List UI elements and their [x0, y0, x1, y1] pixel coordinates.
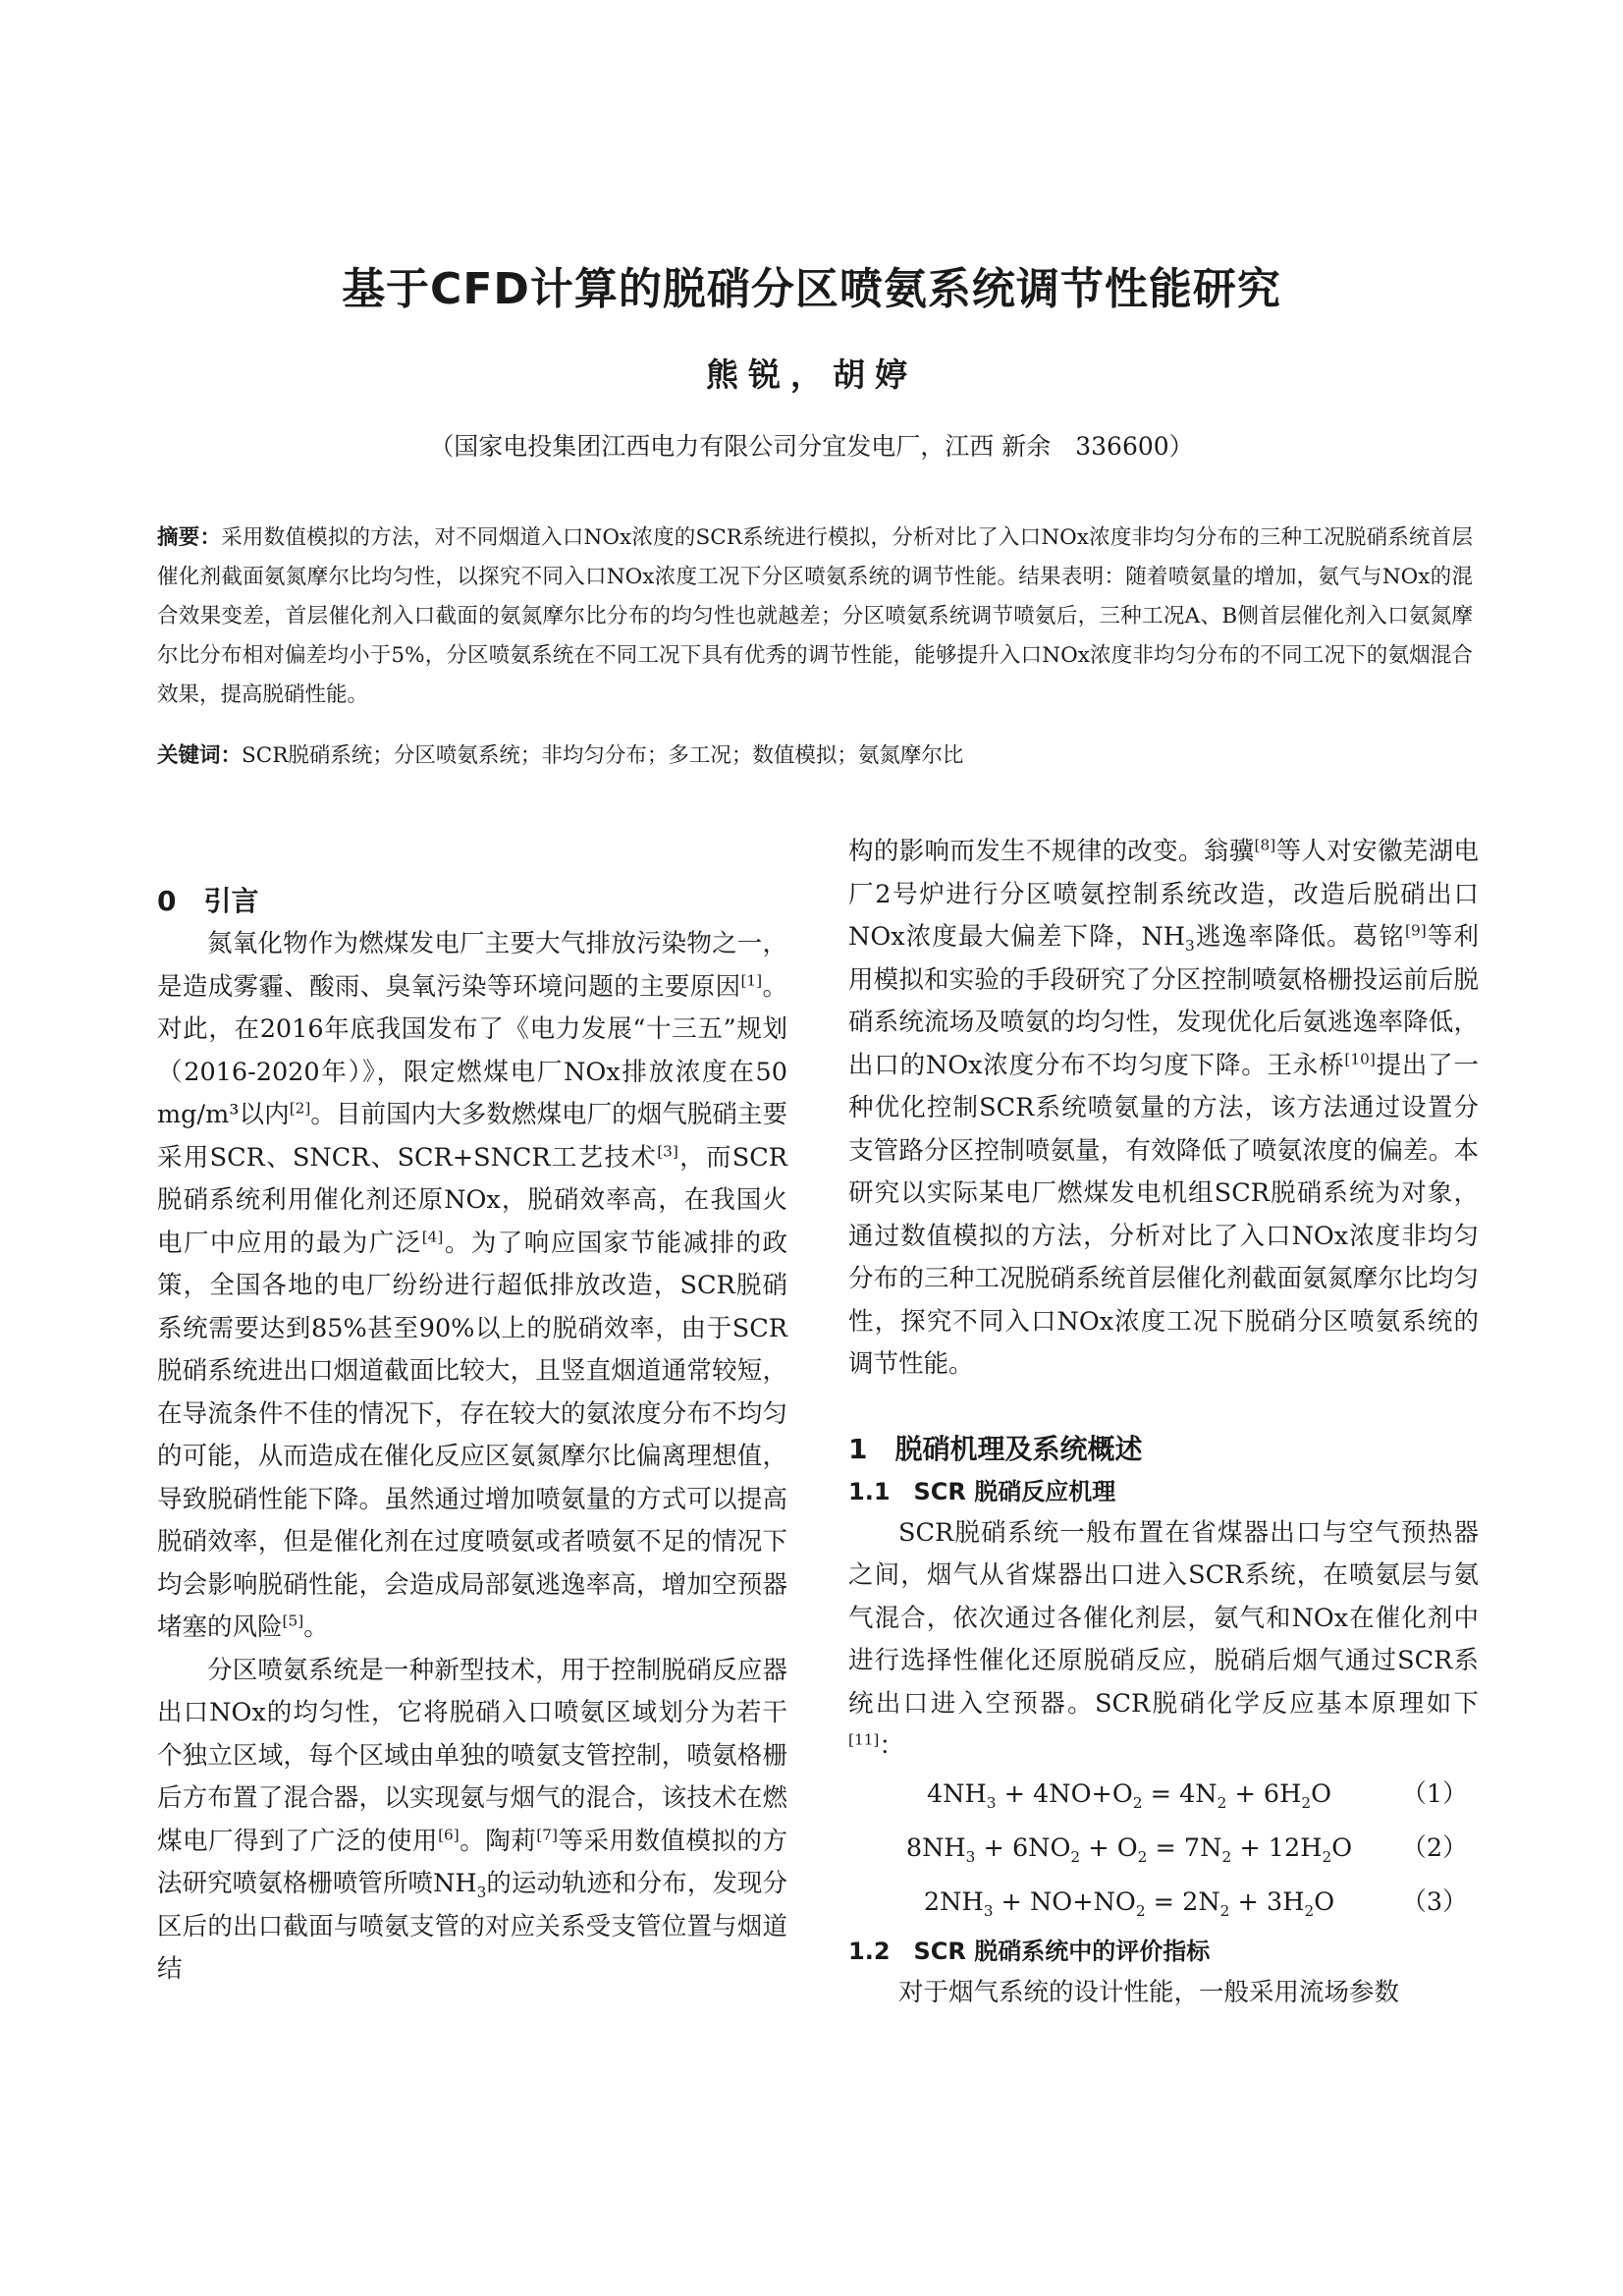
intro-text: 氮氧化物作为燃煤发电厂主要大气排放污染物之一，是造成雾霾、酸雨、臭氧污染等环境问题的主要原因	[157, 929, 787, 1002]
right-column	[848, 831, 1479, 2014]
equation-body: $2NH_3 + NO+NO_2 = 2N_2 + 3H_2O$	[923, 1887, 1335, 1921]
equation-1	[848, 1769, 1479, 1823]
body-text: SCR脱硝系统一般布置在省煤器出口与空气预热器之间，烟气从省煤器出口进入SCR系统，在喷氨层与氨气混合，依次通过各催化剂层，氨气和NOx在催化剂中进行选择性催化还原脱硝反应，脱硝后烟气通过SCR系统出口进入空预器。SCR脱硝化学反应基本原理如下	[848, 1517, 1479, 1719]
citation-ref: [11]	[848, 1730, 880, 1749]
intro-text: 的运动轨迹和分布，发现分区后的出口截面与喷氨支管的对应关系受支管位置与烟道结	[157, 1869, 787, 1984]
section-0-heading: 0 引言	[157, 885, 259, 917]
intro-text: 构的影响而发生不规律的改变。翁骥	[848, 837, 1255, 866]
left-column	[157, 880, 787, 1992]
intro-text: 。陶莉	[459, 1826, 537, 1856]
section-1-2-heading: 1.2 SCR 脱硝系统中的评价指标	[848, 1937, 1211, 1965]
equation-number: （3）	[1401, 1887, 1468, 1918]
intro-text: 等利用模拟和实验的手段研究了分区控制喷氨格栅投运前后脱硝系统流场及喷氨的均匀性，发现优化后氨逃逸率降低，出口的NOx浓度分布不均匀度下降。王永桥	[848, 922, 1479, 1080]
subscript: 3	[1185, 937, 1195, 956]
equation-3	[848, 1877, 1479, 1931]
keywords	[157, 737, 1473, 776]
intro-text: 分区喷氨系统是一种新型技术，用于控制脱硝反应器出口NOx的均匀性，它将脱硝入口喷氨区域划分为若干个独立区域，每个区域由单独的喷氨支管控制，喷氨格栅后方布置了混合器，以实现氨与烟气的混合，该技术在燃煤电厂得到了广泛的使用	[157, 1655, 787, 1856]
intro-text: ，而SCR脱硝系统利用催化剂还原NOx，脱硝效率高，在我国火电厂中应用的最为广泛	[157, 1142, 787, 1258]
equation-number: （1）	[1401, 1779, 1468, 1810]
keywords-label: 关键词：	[157, 743, 243, 768]
equation-body: $8NH_3 + 6NO_2 + O_2 = 7N_2 + 12H_2O$	[905, 1833, 1353, 1867]
citation-ref: [5]	[282, 1612, 304, 1630]
equation-body: $4NH_3 + 4NO+O_2 = 4N_2 + 6H_2O$	[926, 1779, 1332, 1813]
subscript: 3	[476, 1884, 487, 1902]
intro-paragraph-1	[157, 923, 787, 1650]
citation-ref: [7]	[536, 1826, 558, 1843]
equation-2	[848, 1823, 1479, 1877]
intro-text: 等采用数值模拟的方法研究喷氨格栅喷管所喷NH	[157, 1826, 787, 1898]
section-1-1-paragraph	[848, 1512, 1479, 1769]
citation-ref: [10]	[1344, 1050, 1376, 1067]
intro-text: 。目前国内大多数燃煤电厂的烟气脱硝主要采用SCR、SNCR、SCR+SNCR工艺技术	[157, 1100, 787, 1173]
intro-text: 逃逸率降低。葛铭	[1194, 922, 1406, 952]
abstract-label: 摘要：	[157, 525, 222, 550]
section-1-2-paragraph: 对于烟气系统的设计性能，一般采用流场参数	[898, 1977, 1400, 2007]
equation-number: （2）	[1401, 1833, 1468, 1864]
citation-ref: [4]	[421, 1228, 444, 1245]
abstract	[157, 519, 1473, 715]
section-1-1-heading: 1.1 SCR 脱硝反应机理	[848, 1477, 1116, 1505]
intro-text: 。为了响应国家节能减排的政策，全国各地的电厂纷纷进行超低排放改造，SCR脱硝系统需要达到85%甚至90%以上的脱硝效率，由于SCR脱硝系统进出口烟道截面比较大，且竖直烟道通常较短，在导流条件不佳的情况下，存在较大的氨浓度分布不均匀的可能，从而造成在催化反应区氨氮摩尔比偏离理想值，导致脱硝性能下降。虽然通过增加喷氨量的方式可以提高脱硝效率，但是催化剂在过度喷氨或者喷氨不足的情况下均会影响脱硝性能，会造成局部氨逃逸率高，增加空预器堵塞的风险	[157, 1228, 787, 1642]
citation-ref: [6]	[438, 1826, 460, 1843]
intro-text: 。对此，在2016年底我国发布了《电力发展“十三五”规划（2016-2020年）》，限定燃煤电厂NOx排放浓度在50 mg/m³以内	[157, 971, 787, 1129]
paper-authors: 熊锐，胡婷	[706, 355, 917, 394]
intro-text: 。	[303, 1613, 329, 1642]
paper-title: 基于CFD计算的脱硝分区喷氨系统调节性能研究	[342, 264, 1281, 314]
intro-paragraph-2-continued	[848, 831, 1479, 1387]
intro-paragraph-2	[157, 1650, 787, 1992]
keywords-text: SCR脱硝系统；分区喷氨系统；非均匀分布；多工况；数值模拟；氨氮摩尔比	[242, 743, 964, 768]
citation-ref: [3]	[657, 1142, 678, 1160]
section-1-heading: 1 脱硝机理及系统概述	[848, 1432, 1143, 1465]
citation-ref: [9]	[1405, 921, 1427, 940]
body-text: ：	[879, 1731, 904, 1761]
author-affiliation: （国家电投集团江西电力有限公司分宜发电厂，江西 新余 336600）	[429, 432, 1194, 461]
intro-text: 等人对安徽芜湖电厂2号炉进行分区喷氨控制系统改造，改造后脱硝出口NOx浓度最大偏差下降，NH	[848, 837, 1479, 952]
abstract-text: 采用数值模拟的方法，对不同烟道入口NOx浓度的SCR系统进行模拟，分析对比了入口NOx浓度非均匀分布的三种工况脱硝系统首层催化剂截面氨氮摩尔比均匀性，以探究不同入口NOx浓度工况下分区喷氨系统的调节性能。结果表明：随着喷氨量的增加，氨气与NOx的混合效果变差，首层催化剂入口截面的氨氮摩尔比分布的均匀性也就越差；分区喷氨系统调节喷氨后，三种工况A、B侧首层催化剂入口氨氮摩尔比分布相对偏差均小于5%，分区喷氨系统在不同工况下具有优秀的调节性能，能够提升入口NOx浓度非均匀分布的不同工况下的氨烟混合效果，提高脱硝性能。	[157, 525, 1473, 707]
citation-ref: [2]	[289, 1099, 311, 1118]
citation-ref: [8]	[1254, 836, 1276, 854]
citation-ref: [1]	[740, 971, 763, 989]
intro-text: 提出了一种优化控制SCR系统喷氨量的方法，该方法通过设置分支管路分区控制喷氨量，有效降低了喷氨浓度的偏差。本研究以实际某电厂燃煤发电机组SCR脱硝系统为对象，通过数值模拟的方法，分析对比了入口NOx浓度非均匀分布的三种工况脱硝系统首层催化剂截面氨氮摩尔比均匀性，探究不同入口NOx浓度工况下脱硝分区喷氨系统的调节性能。	[848, 1050, 1479, 1379]
